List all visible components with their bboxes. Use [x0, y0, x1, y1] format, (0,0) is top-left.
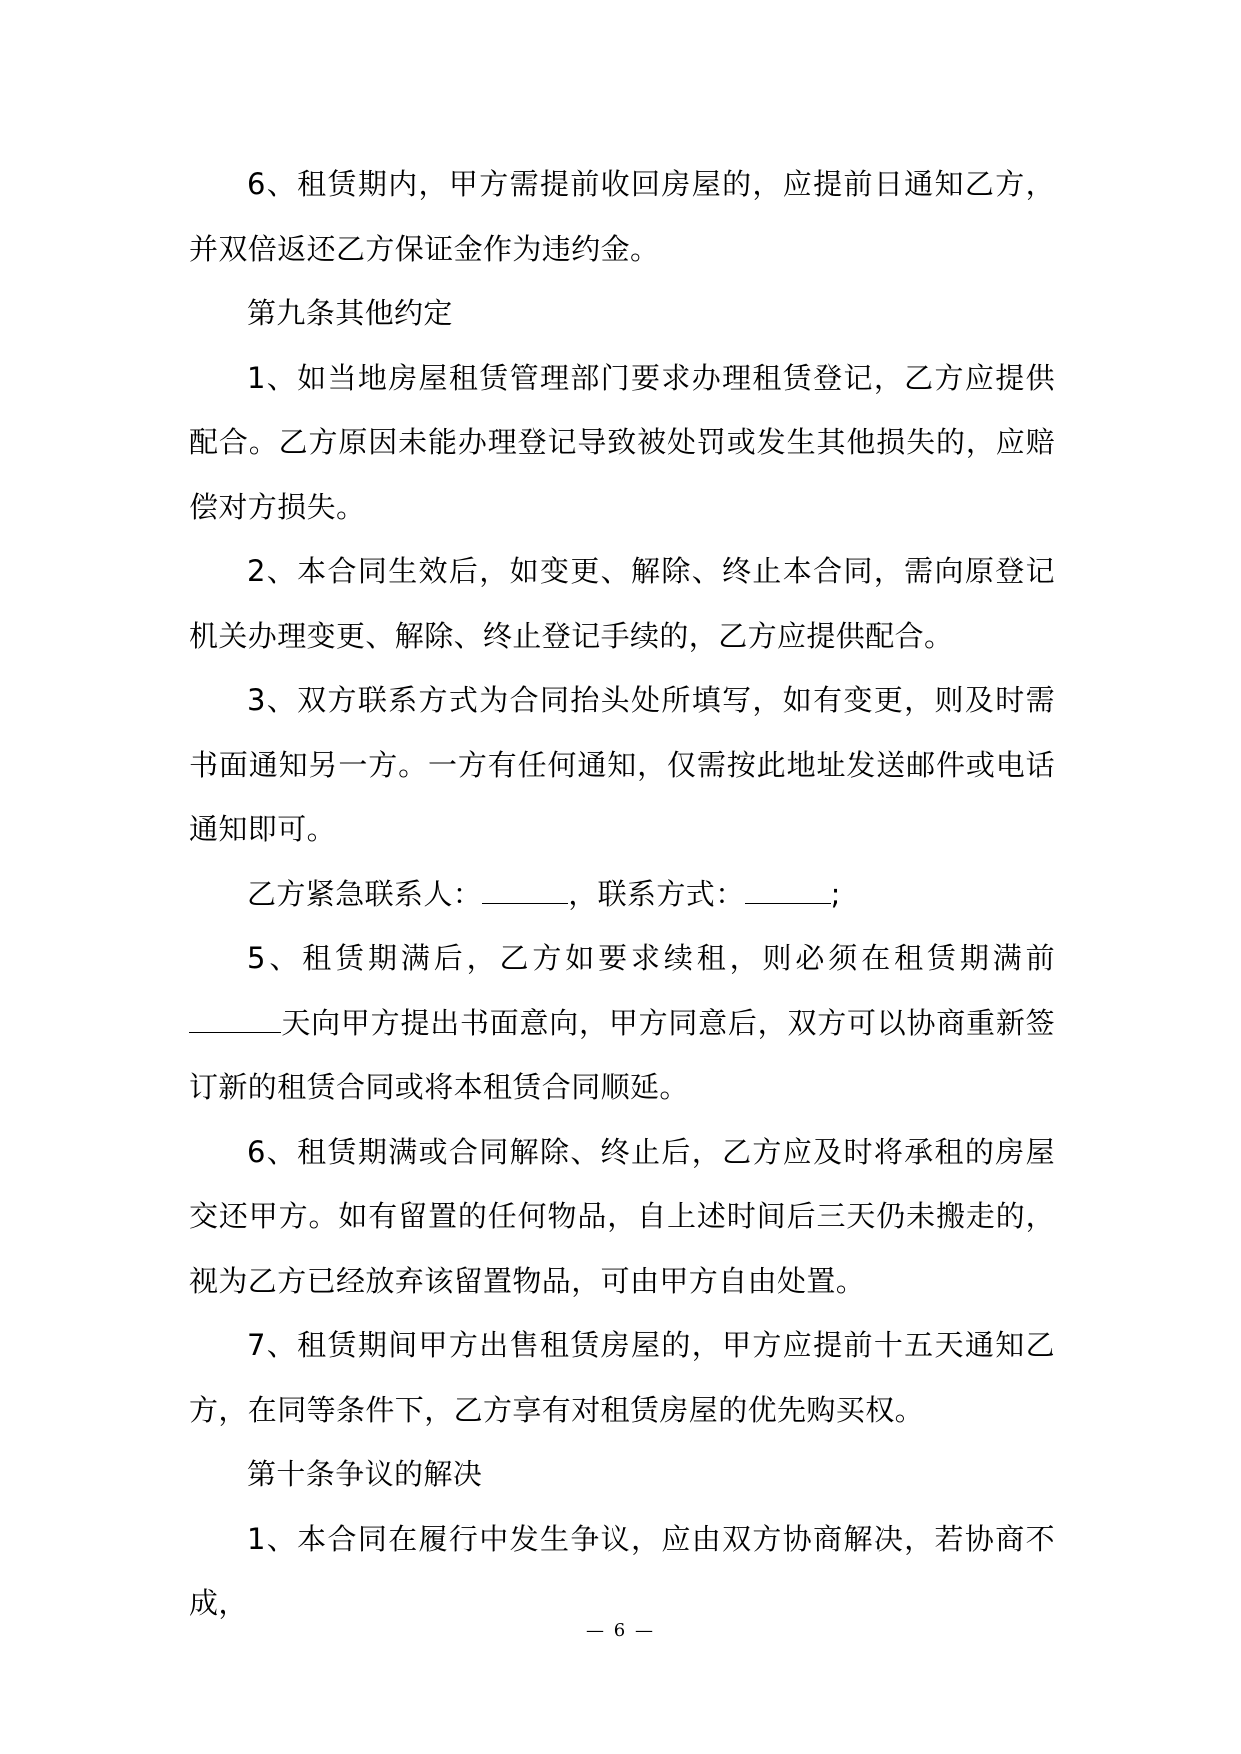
paragraph-clause-1-dispute: 1、本合同在履行中发生争议，应由双方协商解决，若协商不成，: [189, 1521, 1055, 1620]
contact-method-blank: [745, 881, 831, 904]
contact-method-label: ，联系方式：: [568, 876, 745, 911]
paragraph-emergency-contact: [189, 862, 1055, 927]
document-body: [189, 152, 1055, 1636]
renewal-text-start: 5、租赁期满后，乙方如要求续租，则必须在租赁期满前: [247, 941, 1055, 975]
paragraph-clause-2-changes: 2、本合同生效后，如变更、解除、终止本合同，需向原登记机关办理变更、解除、终止登记手续的，乙方应提供配合。: [189, 554, 1055, 653]
paragraph-clause-6-return: 6、租赁期满或合同解除、终止后，乙方应及时将承租的房屋交还甲方。如有留置的任何物品，自上述时间后三天仍未搬走的，视为乙方已经放弃该留置物品，可由甲方自由处置。: [189, 1134, 1055, 1298]
section-heading-article-10: 第十条争议的解决: [247, 1457, 483, 1491]
emergency-contact-blank: [482, 881, 568, 904]
emergency-contact-label: 乙方紧急联系人：: [247, 876, 483, 911]
emergency-contact-end: ;: [830, 876, 841, 911]
paragraph-clause-1-registration: 1、如当地房屋租赁管理部门要求办理租赁登记，乙方应提供配合。乙方原因未能办理登记导致被处罚或发生其他损失的，应赔偿对方损失。: [189, 360, 1055, 524]
paragraph-clause-3-contact: 3、双方联系方式为合同抬头处所填写，如有变更，则及时需书面通知另一方。一方有任何通知，仅需按此地址发送邮件或电话通知即可。: [189, 683, 1055, 846]
paragraph-clause-6-early-recovery: 6、租赁期内，甲方需提前收回房屋的，应提前日通知乙方，并双倍返还乙方保证金作为违约金。: [189, 167, 1055, 266]
section-heading-article-9: 第九条其他约定: [247, 296, 453, 330]
renewal-days-blank: [189, 1010, 281, 1033]
paragraph-clause-7-sale: 7、租赁期间甲方出售租赁房屋的，甲方应提前十五天通知乙方，在同等条件下，乙方享有对租赁房屋的优先购买权。: [189, 1328, 1055, 1427]
paragraph-clause-5-renewal: [189, 926, 1055, 1120]
renewal-text-end: 天向甲方提出书面意向，甲方同意后，双方可以协商重新签订新的租赁合同或将本租赁合同顺延。: [189, 1005, 1055, 1104]
page-number: — 6 —: [586, 1620, 655, 1641]
